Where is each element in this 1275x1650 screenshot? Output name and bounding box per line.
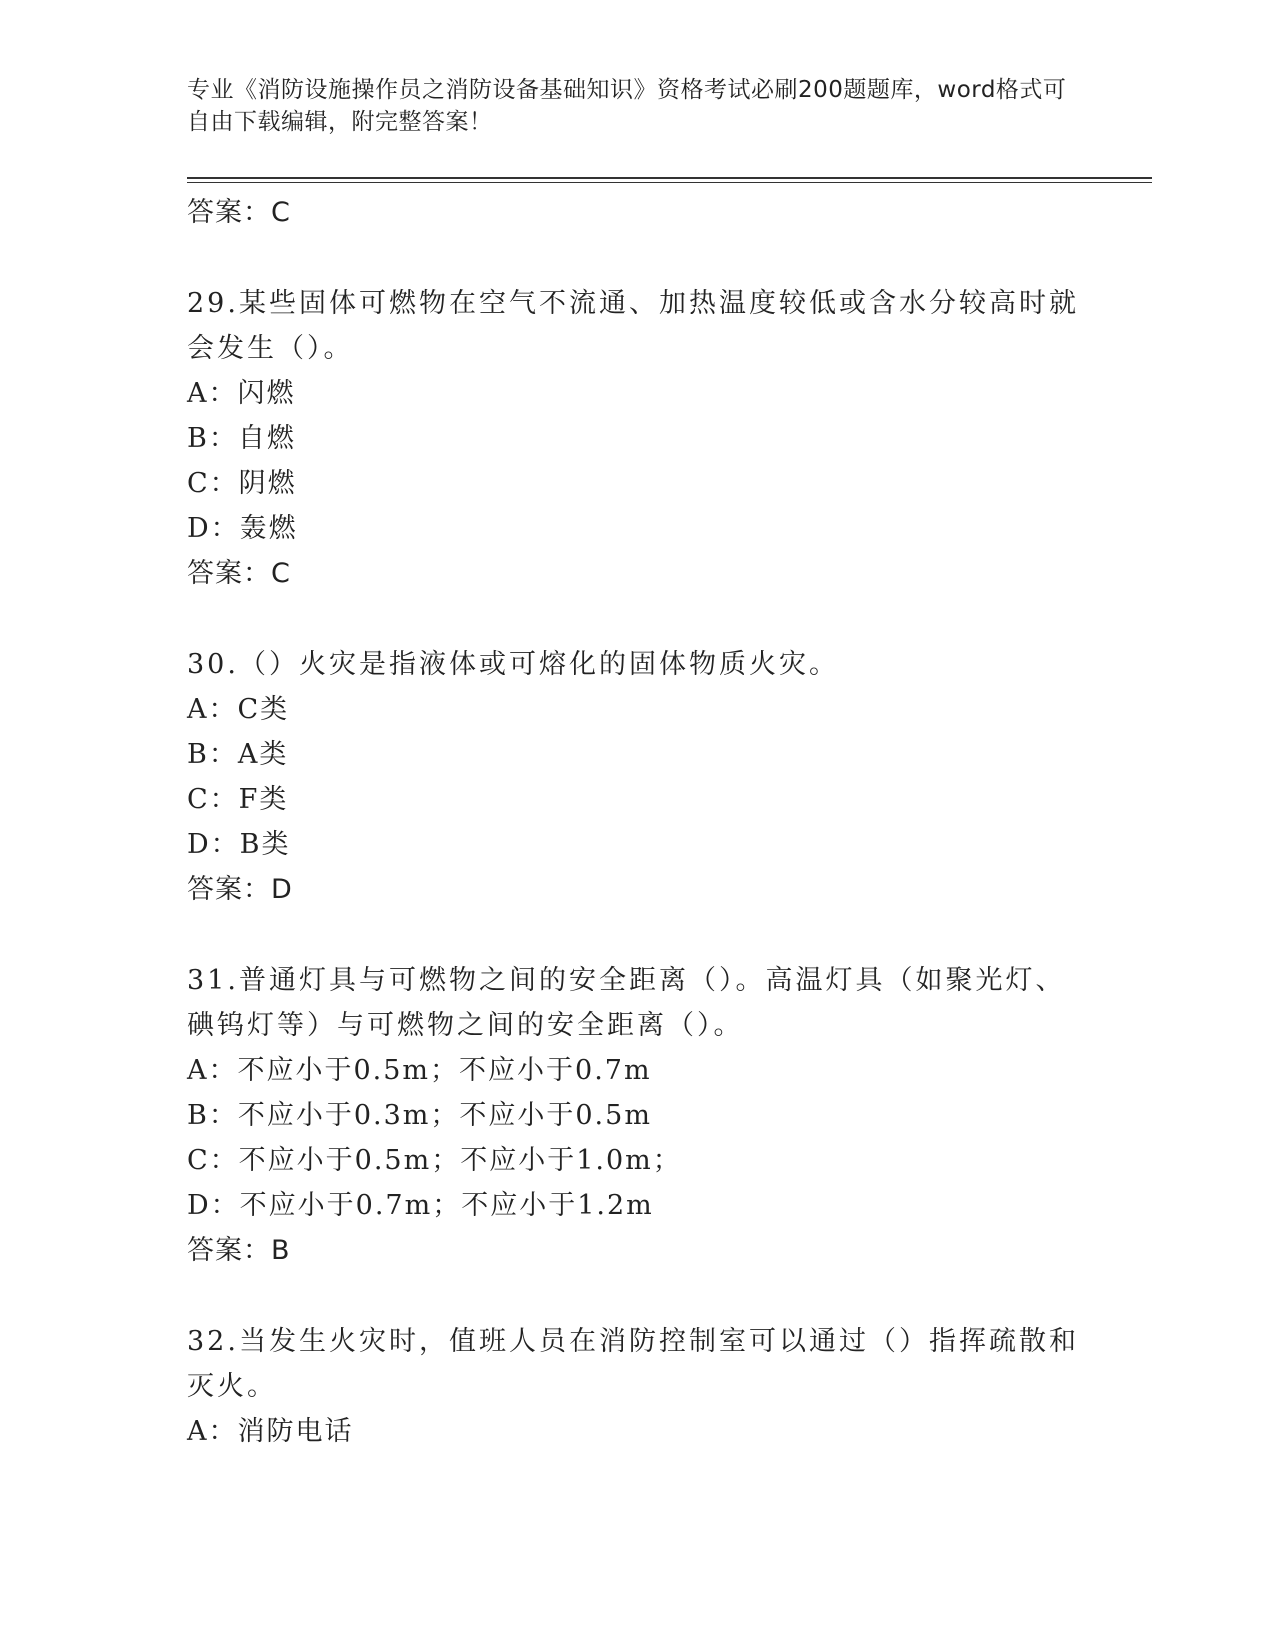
- option-c: C：F类: [187, 784, 289, 815]
- option-a: A：消防电话: [187, 1416, 354, 1447]
- answer-line: 答案：D: [187, 874, 293, 905]
- question-stem: 31.普通灯具与可燃物之间的安全距离（）。高温灯具（如聚光灯、碘钨灯等）与可燃物之间的安全距离（）。: [187, 965, 1066, 1041]
- option-c: C：不应小于0.5m；不应小于1.0m；: [187, 1145, 682, 1176]
- option-d: D：B类: [187, 829, 291, 860]
- question-stem: 32.当发生火灾时，值班人员在消防控制室可以通过（）指挥疏散和灭火。: [187, 1326, 1079, 1402]
- question-stem: 30.（）火灾是指液体或可熔化的固体物质火灾。: [187, 649, 839, 680]
- option-a: A：闪燃: [187, 378, 296, 409]
- question-block: [187, 642, 1087, 912]
- option-d: D：不应小于0.7m；不应小于1.2m: [187, 1190, 654, 1221]
- answer-line: 答案：B: [187, 1235, 291, 1266]
- option-b: B：不应小于0.3m；不应小于0.5m: [187, 1100, 652, 1131]
- document-header: 专业《消防设施操作员之消防设备基础知识》资格考试必刷200题题库，word格式可自由下载编辑，附完整答案！: [187, 77, 1067, 135]
- option-b: B：A类: [187, 739, 289, 770]
- question-block: [187, 1319, 1087, 1454]
- header-divider-thin: [187, 182, 1152, 183]
- question-block: [187, 281, 1087, 596]
- option-d: D：轰燃: [187, 513, 298, 544]
- answer-line: 答案：C: [187, 197, 291, 228]
- question-block: [187, 958, 1087, 1273]
- option-a: A：C类: [187, 694, 290, 725]
- question-stem: 29.某些固体可燃物在空气不流通、加热温度较低或含水分较高时就会发生（）。: [187, 288, 1079, 364]
- option-a: A：不应小于0.5m；不应小于0.7m: [187, 1055, 652, 1086]
- option-b: B：自燃: [187, 423, 296, 454]
- question-list: [187, 190, 1087, 1454]
- option-c: C：阴燃: [187, 468, 297, 499]
- answer-line: 答案：C: [187, 558, 291, 589]
- header-divider: [187, 177, 1152, 179]
